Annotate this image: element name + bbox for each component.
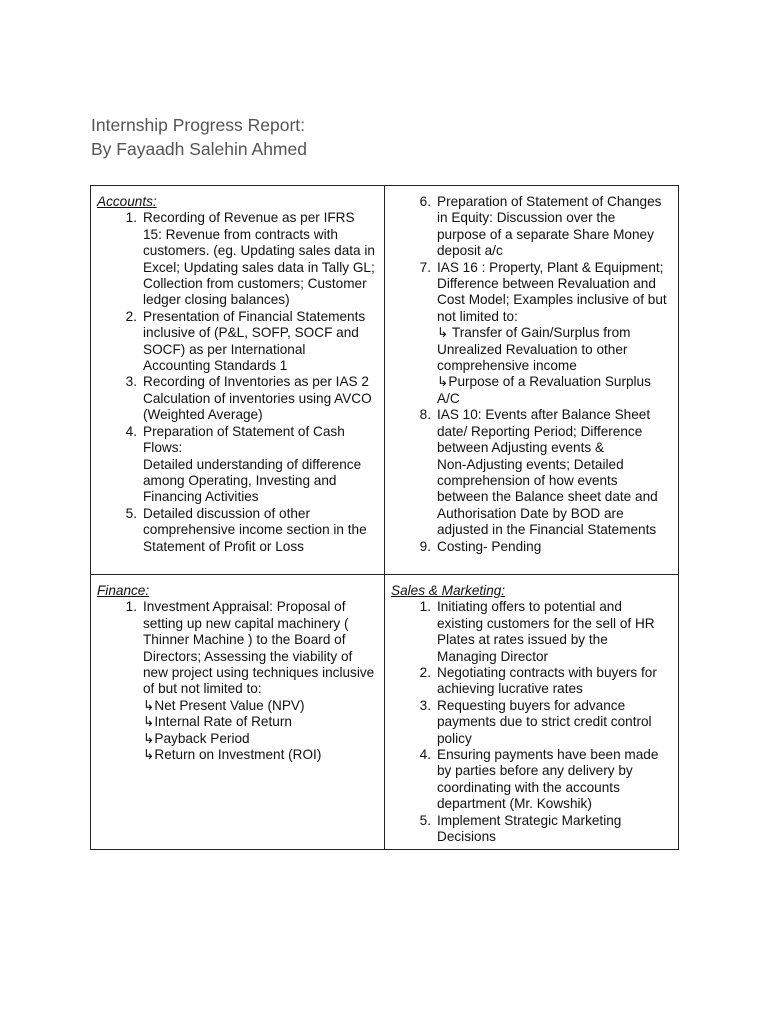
list-item-text bbox=[143, 374, 378, 423]
finance-list bbox=[97, 599, 378, 763]
list-item-line: Ensuring payments have been made bbox=[437, 747, 659, 763]
list-item-line: Directors; Assessing the viability of bbox=[143, 648, 353, 664]
list-item bbox=[391, 747, 672, 813]
list-item-line: by parties before any delivery by bbox=[437, 763, 633, 779]
list-item-line: ↳Internal Rate of Return bbox=[143, 714, 292, 730]
sales-marketing-heading: Sales & Marketing: bbox=[391, 583, 506, 598]
list-item-line: Presentation of Financial Statements bbox=[143, 308, 366, 324]
list-item-text bbox=[143, 424, 378, 506]
list-item-line: Authorisation Date by BOD are bbox=[437, 505, 624, 521]
finance-heading: Finance: bbox=[97, 583, 150, 598]
list-item bbox=[391, 698, 672, 747]
list-item-line: among Operating, Investing and bbox=[143, 472, 337, 488]
list-item-line: customers. (eg. Updating sales data in bbox=[143, 243, 375, 259]
list-item-text bbox=[143, 309, 378, 375]
list-item-number: 1. bbox=[125, 599, 137, 615]
list-item-line: Investment Appraisal: Proposal of bbox=[143, 599, 346, 615]
list-item bbox=[97, 506, 378, 555]
list-item bbox=[391, 599, 672, 665]
list-item-number: 8. bbox=[419, 407, 431, 423]
list-item-number: 7. bbox=[419, 259, 431, 275]
list-item-line: ↳Net Present Value (NPV) bbox=[143, 697, 305, 713]
list-item-line: date/ Reporting Period; Difference bbox=[437, 423, 643, 439]
list-item-line: Detailed understanding of difference bbox=[143, 456, 362, 472]
list-item-line: ↳Payback Period bbox=[143, 730, 250, 746]
list-item bbox=[97, 424, 378, 506]
list-item bbox=[97, 374, 378, 423]
list-item-line: Flows: bbox=[143, 440, 183, 456]
accounts-continued-cell bbox=[385, 186, 678, 575]
progress-table bbox=[90, 185, 679, 850]
list-item-line: adjusted in the Financial Statements bbox=[437, 522, 657, 538]
sales-marketing-list bbox=[391, 599, 672, 845]
list-item-line: between the Balance sheet date and bbox=[437, 489, 658, 505]
list-item-text bbox=[437, 698, 672, 747]
list-item-line: deposit a/c bbox=[437, 243, 503, 259]
list-item-number: 4. bbox=[419, 747, 431, 763]
list-item-number: 3. bbox=[419, 697, 431, 713]
list-item bbox=[391, 813, 672, 846]
list-item-number: 1. bbox=[419, 599, 431, 615]
list-item-line: of but not limited to: bbox=[143, 681, 262, 697]
list-item-line: coordinating with the accounts bbox=[437, 779, 620, 795]
report-title: Internship Progress Report: bbox=[91, 115, 305, 135]
list-item-line: Initiating offers to potential and bbox=[437, 599, 622, 615]
list-item-text bbox=[437, 539, 672, 555]
list-item-line: Calculation of inventories using AVCO bbox=[143, 390, 372, 406]
list-item-line: Financing Activities bbox=[143, 489, 259, 505]
list-item-text bbox=[437, 260, 672, 408]
accounts-continued-list bbox=[391, 194, 672, 555]
list-item bbox=[97, 309, 378, 375]
list-item bbox=[391, 194, 672, 260]
list-item-line: between Adjusting events & bbox=[437, 440, 605, 456]
list-item-line: A/C bbox=[437, 390, 460, 406]
list-item-line: payments due to strict credit control bbox=[437, 714, 652, 730]
list-item-line: Plates at rates issued by the bbox=[437, 632, 608, 648]
list-item-line: setting up new capital machinery ( bbox=[143, 615, 349, 631]
list-item-line: department (Mr. Kowshik) bbox=[437, 796, 592, 812]
list-item bbox=[391, 407, 672, 538]
list-item-line: Managing Director bbox=[437, 648, 549, 664]
list-item-number: 1. bbox=[125, 210, 137, 226]
list-item-line: SOCF) as per International bbox=[143, 341, 306, 357]
finance-cell bbox=[91, 575, 385, 849]
accounts-heading: Accounts: bbox=[97, 194, 157, 209]
report-author: By Fayaadh Salehin Ahmed bbox=[91, 139, 307, 159]
list-item-line: Detailed discussion of other bbox=[143, 505, 310, 521]
list-item-text bbox=[143, 506, 378, 555]
list-item-line: ledger closing balances) bbox=[143, 292, 290, 308]
list-item-text bbox=[437, 194, 672, 260]
list-item-line: 15: Revenue from contracts with bbox=[143, 226, 338, 242]
list-item-line: Negotiating contracts with buyers for bbox=[437, 665, 657, 681]
list-item-line: Unrealized Revaluation to other bbox=[437, 341, 628, 357]
list-item-line: Preparation of Statement of Cash bbox=[143, 423, 345, 439]
list-item-line: Accounting Standards 1 bbox=[143, 358, 288, 374]
report-title-block bbox=[91, 113, 307, 161]
list-item-text bbox=[437, 747, 672, 813]
list-item-line: achieving lucrative rates bbox=[437, 681, 583, 697]
list-item-line: Recording of Revenue as per IFRS bbox=[143, 210, 355, 226]
list-item-text bbox=[437, 665, 672, 698]
list-item-line: ↳ Transfer of Gain/Surplus from bbox=[437, 325, 631, 341]
list-item-text bbox=[437, 407, 672, 538]
list-item-line: comprehensive income section in the bbox=[143, 522, 367, 538]
list-item bbox=[391, 260, 672, 408]
list-item bbox=[97, 210, 378, 308]
list-item-line: IAS 10: Events after Balance Sheet bbox=[437, 407, 651, 423]
list-item-text bbox=[437, 599, 672, 665]
list-item-line: Cost Model; Examples inclusive of but bbox=[437, 292, 667, 308]
list-item-line: Preparation of Statement of Changes bbox=[437, 194, 662, 209]
list-item-text bbox=[143, 210, 378, 308]
list-item-line: Thinner Machine ) to the Board of bbox=[143, 632, 346, 648]
list-item-line: Collection from customers; Customer bbox=[143, 276, 367, 292]
list-item-line: comprehension of how events bbox=[437, 472, 618, 488]
list-item-line: Non-Adjusting events; Detailed bbox=[437, 456, 624, 472]
list-item-line: Difference between Revaluation and bbox=[437, 276, 656, 292]
list-item-line: Statement of Profit or Loss bbox=[143, 538, 304, 554]
accounts-list bbox=[97, 210, 378, 555]
list-item-line: Decisions bbox=[437, 829, 496, 845]
list-item-line: ↳Purpose of a Revaluation Surplus bbox=[437, 374, 651, 390]
list-item-line: not limited to: bbox=[437, 308, 518, 324]
list-item-line: new project using techniques inclusive bbox=[143, 665, 375, 681]
list-item-number: 2. bbox=[419, 665, 431, 681]
list-item bbox=[391, 539, 672, 555]
list-item-number: 4. bbox=[125, 423, 137, 439]
list-item-line: Recording of Inventories as per IAS 2 bbox=[143, 374, 369, 390]
list-item-line: existing customers for the sell of HR bbox=[437, 615, 655, 631]
list-item-text bbox=[143, 599, 378, 763]
list-item-line: Costing- Pending bbox=[437, 538, 542, 554]
list-item-line: IAS 16 : Property, Plant & Equipment; bbox=[437, 259, 664, 275]
list-item-line: policy bbox=[437, 730, 472, 746]
list-item-line: comprehensive income bbox=[437, 358, 577, 374]
list-item-line: Requesting buyers for advance bbox=[437, 697, 626, 713]
list-item-line: (Weighted Average) bbox=[143, 407, 263, 423]
list-item-line: Implement Strategic Marketing bbox=[437, 812, 622, 828]
list-item bbox=[391, 665, 672, 698]
sales-marketing-cell bbox=[385, 575, 678, 849]
list-item-line: purpose of a separate Share Money bbox=[437, 226, 654, 242]
list-item bbox=[97, 599, 378, 763]
list-item-line: ↳Return on Investment (ROI) bbox=[143, 747, 322, 763]
list-item-number: 5. bbox=[419, 812, 431, 828]
list-item-line: in Equity: Discussion over the bbox=[437, 210, 616, 226]
list-item-number: 6. bbox=[419, 194, 431, 209]
list-item-number: 3. bbox=[125, 374, 137, 390]
list-item-line: Excel; Updating sales data in Tally GL; bbox=[143, 259, 375, 275]
list-item-number: 5. bbox=[125, 505, 137, 521]
list-item-text bbox=[437, 813, 672, 846]
list-item-number: 9. bbox=[419, 538, 431, 554]
accounts-cell bbox=[91, 186, 385, 575]
list-item-number: 2. bbox=[125, 308, 137, 324]
list-item-line: inclusive of (P&L, SOFP, SOCF and bbox=[143, 325, 359, 341]
